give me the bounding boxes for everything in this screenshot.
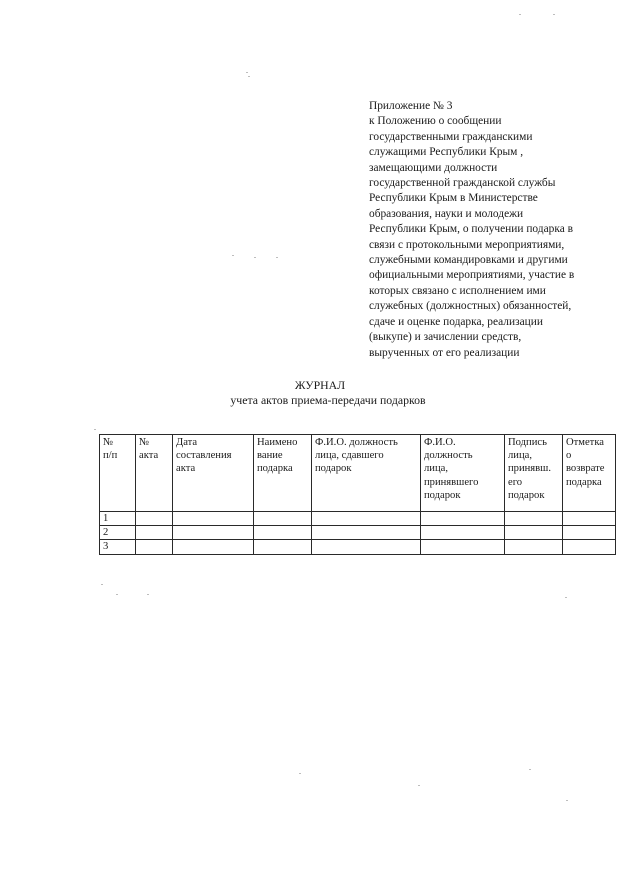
table-cell bbox=[421, 512, 505, 526]
table-cell bbox=[254, 526, 312, 540]
acts-journal-table bbox=[99, 434, 616, 555]
column-header-line: акта bbox=[176, 463, 196, 475]
column-header bbox=[254, 435, 312, 512]
table-cell bbox=[505, 540, 563, 554]
table-row bbox=[100, 540, 616, 554]
appendix-line: Республики Крым, о получении подарка в bbox=[369, 223, 573, 236]
appendix-line: вырученных от его реализации bbox=[369, 346, 520, 359]
journal-subtitle: учета актов приема-передачи подарков bbox=[230, 393, 426, 407]
appendix-line: замещающими должности bbox=[369, 161, 498, 174]
table-cell bbox=[254, 512, 312, 526]
scan-speck bbox=[116, 594, 118, 595]
table-cell: 1 bbox=[100, 512, 136, 526]
table-cell bbox=[136, 526, 173, 540]
column-header-line: о bbox=[566, 450, 572, 462]
scan-speck bbox=[519, 14, 521, 15]
scan-speck bbox=[529, 769, 531, 770]
table-cell bbox=[254, 540, 312, 554]
table-cell bbox=[312, 540, 421, 554]
scan-speck bbox=[254, 257, 256, 258]
column-header-line: лица, bbox=[508, 450, 532, 462]
column-header-line: подарка bbox=[257, 463, 293, 475]
scan-speck bbox=[248, 76, 250, 77]
column-header-line: Отметка bbox=[566, 437, 605, 448]
scan-speck bbox=[276, 257, 278, 258]
table-cell bbox=[173, 540, 254, 554]
column-header bbox=[505, 435, 563, 512]
table-cell bbox=[173, 526, 254, 540]
table-cell bbox=[312, 512, 421, 526]
column-header-line: Подпись bbox=[508, 437, 547, 448]
table-cell bbox=[136, 512, 173, 526]
scan-speck bbox=[246, 72, 248, 73]
appendix-line: служебных (должностных) обязанностей, bbox=[369, 300, 572, 313]
table-cell: 2 bbox=[100, 526, 136, 540]
table-header-row bbox=[100, 435, 616, 512]
appendix-line: связи с протокольными мероприятиями, bbox=[369, 238, 565, 251]
scan-speck bbox=[418, 785, 420, 786]
column-header-line: акта bbox=[139, 450, 159, 462]
column-header-line: подарок bbox=[508, 489, 545, 501]
column-header-line: № bbox=[103, 437, 114, 448]
table-cell bbox=[505, 512, 563, 526]
scan-speck bbox=[101, 584, 103, 585]
column-header-line: лица, сдавшего bbox=[315, 450, 384, 462]
column-header bbox=[136, 435, 173, 512]
appendix-line: государственной гражданской службы bbox=[369, 177, 556, 190]
table-cell bbox=[136, 540, 173, 554]
column-header-line: возврате bbox=[566, 463, 605, 475]
appendix-line: (выкупе) и зачислении средств, bbox=[369, 331, 522, 344]
column-header-line: № bbox=[139, 437, 150, 448]
column-header-line: подарок bbox=[424, 489, 461, 501]
column-header-line: составления bbox=[176, 450, 232, 462]
column-header bbox=[421, 435, 505, 512]
scan-speck bbox=[94, 429, 96, 430]
column-header bbox=[100, 435, 136, 512]
journal-heading bbox=[0, 378, 640, 408]
appendix-line: к Положению о сообщении bbox=[369, 115, 502, 128]
table-body bbox=[100, 512, 616, 555]
table-cell bbox=[312, 526, 421, 540]
appendix-line: официальными мероприятиями, участие в bbox=[369, 269, 575, 282]
column-header-line: п/п bbox=[103, 450, 118, 462]
column-header-line: подарка bbox=[566, 476, 602, 488]
appendix-note bbox=[369, 99, 631, 361]
scan-speck bbox=[553, 14, 555, 15]
column-header-line: вание bbox=[257, 450, 283, 462]
scan-speck bbox=[566, 800, 568, 801]
column-header-line: лица, bbox=[424, 463, 448, 475]
column-header-line: его bbox=[508, 476, 523, 488]
appendix-line: образования, науки и молодежи bbox=[369, 207, 524, 220]
scan-speck bbox=[147, 594, 149, 595]
table-cell: 3 bbox=[100, 540, 136, 554]
appendix-line: Приложение № 3 bbox=[369, 100, 453, 112]
column-header-line: принявш. bbox=[508, 463, 551, 475]
table-cell bbox=[563, 526, 616, 540]
column-header bbox=[563, 435, 616, 512]
column-header-line: Наимено bbox=[257, 437, 298, 448]
table-cell bbox=[563, 540, 616, 554]
table-cell bbox=[173, 512, 254, 526]
appendix-line: Республики Крым в Министерстве bbox=[369, 192, 538, 205]
scan-speck bbox=[299, 773, 301, 774]
column-header bbox=[312, 435, 421, 512]
table-row bbox=[100, 526, 616, 540]
table-cell bbox=[563, 512, 616, 526]
appendix-line: сдаче и оценке подарка, реализации bbox=[369, 315, 543, 328]
column-header-line: подарок bbox=[315, 463, 352, 475]
scan-speck bbox=[565, 597, 567, 598]
appendix-line: государственными гражданскими bbox=[369, 130, 533, 143]
scan-speck bbox=[232, 255, 234, 256]
column-header bbox=[173, 435, 254, 512]
appendix-line: которых связано с исполнением ими bbox=[369, 284, 546, 297]
appendix-line: служебными командировками и другими bbox=[369, 254, 568, 267]
column-header-line: Ф.И.О. должность bbox=[315, 437, 398, 448]
journal-title: ЖУРНАЛ bbox=[294, 378, 346, 392]
appendix-line: служащими Республики Крым , bbox=[369, 146, 524, 159]
column-header-line: Ф.И.О. bbox=[424, 437, 456, 448]
column-header-line: принявшего bbox=[424, 476, 479, 488]
table-cell bbox=[421, 540, 505, 554]
table-row bbox=[100, 512, 616, 526]
table-cell bbox=[505, 526, 563, 540]
column-header-line: должность bbox=[424, 450, 473, 462]
table-cell bbox=[421, 526, 505, 540]
column-header-line: Дата bbox=[176, 437, 198, 448]
